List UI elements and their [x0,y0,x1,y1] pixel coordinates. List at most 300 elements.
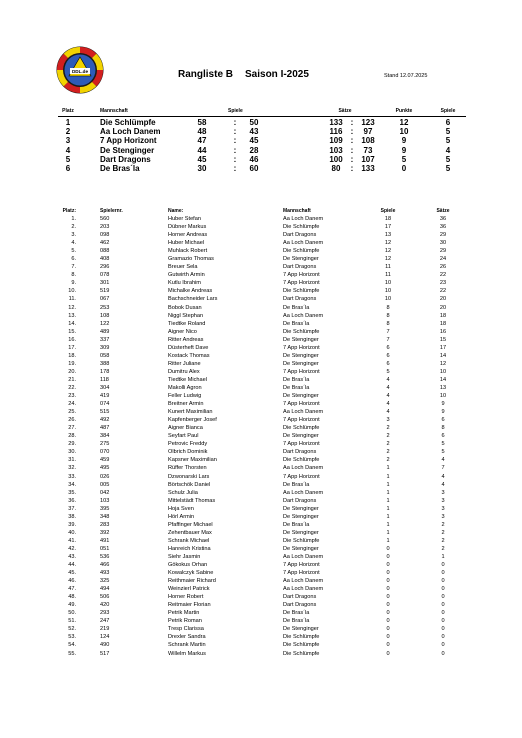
player-sets: 26 [439,264,447,271]
player-name: Kostack Thomas [168,352,210,359]
sets-lost: 73 [363,145,373,155]
player-sets: 14 [439,376,447,383]
player-rank: 48. [68,594,76,601]
player-name: Dzwonarski Lars [168,473,210,480]
player-team: Dart Dragons [283,296,317,303]
player-sets: 0 [441,634,445,641]
player-rank: 11. [68,296,76,303]
player-team: De Stenginger [283,513,319,520]
col-mannschaft: Mannschaft [283,208,311,214]
player-games: 12 [384,256,392,263]
player-rank: 4. [71,240,76,247]
table-row [58,601,466,609]
table-row [58,569,466,577]
player-name: Gutwirth Armin [168,272,205,279]
player-sets: 5 [441,441,445,448]
player-number: 247 [100,618,110,625]
player-sets: 36 [439,224,447,231]
player-games: 11 [385,272,391,279]
player-name: Willelm Markus [168,650,206,657]
player-name: Kapfenberger Josef [168,417,217,424]
player-team: 7 App Horizont [283,401,320,408]
player-name: Hanreich Kristina [168,545,211,552]
table-row [58,287,466,295]
player-sets: 18 [439,312,447,319]
player-games: 4 [386,376,390,383]
col-spiele: Spiele [228,108,243,114]
player-games: 4 [386,401,390,408]
player-number: 395 [100,505,110,512]
player-sets: 2 [441,529,445,536]
points: 9 [401,136,407,146]
player-sets: 23 [439,280,447,287]
games-won: 44 [197,145,207,155]
player-number: 392 [100,529,110,536]
player-games: 2 [386,441,390,448]
team-name: De Bras´la [100,163,140,173]
player-rank: 40. [68,529,76,536]
player-team: Dart Dragons [283,232,317,239]
points: 12 [399,118,409,127]
player-rank: 46. [68,578,76,585]
col-saetze: Sätze [436,208,450,214]
table-row [58,497,466,505]
player-table-header [58,208,466,215]
table-row [58,320,466,328]
player-team: De Bras´la [283,320,310,327]
table-row [58,263,466,271]
player-games: 5 [386,368,390,375]
player-rank: 7. [71,264,76,271]
sets-won: 103 [329,145,343,155]
sets-lost: 133 [361,163,375,173]
table-row [58,223,466,231]
player-sets: 6 [441,433,445,440]
table-row [58,127,466,136]
player-sets: 3 [441,505,445,512]
player-number: 203 [100,224,110,231]
player-sets: 2 [441,537,445,544]
player-rank: 30. [68,449,76,456]
player-games: 8 [386,320,390,327]
player-games: 0 [386,610,390,617]
table-row [58,633,466,641]
player-name: Mittelstädt Thomas [168,497,216,504]
player-number: 219 [100,626,110,633]
player-team: Die Schlümpfe [283,650,320,657]
player-rank: 41. [68,537,76,544]
separator: : [350,154,354,164]
player-games: 6 [386,352,390,359]
table-row [58,408,466,416]
team-name: Aa Loch Danem [100,127,161,137]
player-rank: 37. [68,505,76,512]
col-punkte: Punkte [395,108,413,114]
player-rank: 17. [68,344,76,351]
matches-played: 5 [445,127,451,137]
player-rank: 20. [68,368,76,375]
player-sets: 29 [439,232,447,239]
table-row [58,164,466,173]
table-row [58,641,466,649]
player-name: Breuer Sela [168,264,198,271]
table-row [58,392,466,400]
player-number: 491 [100,537,110,544]
player-sets: 0 [441,570,445,577]
separator: : [233,127,237,137]
table-row [58,146,466,155]
player-sets: 10 [439,393,447,400]
table-row [58,481,466,489]
table-row [58,432,466,440]
player-games: 0 [386,626,390,633]
player-rank: 55. [68,650,76,657]
player-team: De Stenginger [283,545,319,552]
player-sets: 20 [439,304,447,311]
player-name: Michalke Andreas [168,288,213,295]
player-rank: 25. [68,409,76,416]
player-team: Die Schlümpfe [283,537,320,544]
player-games: 1 [386,473,390,480]
player-rank: 42. [68,545,76,552]
player-sets: 36 [439,216,447,222]
player-number: 487 [100,425,110,432]
player-name: Tiedtke Roland [168,320,206,327]
player-rank: 22. [68,384,76,391]
matches-played: 5 [445,136,451,146]
player-sets: 14 [439,352,447,359]
player-team: Dart Dragons [283,594,317,601]
player-number: 103 [100,497,110,504]
table-row [58,416,466,424]
separator: : [350,163,354,173]
player-games: 12 [384,240,392,247]
table-row [58,304,466,312]
player-name: Gramazio Thomas [168,256,214,263]
player-name: Huber Stefan [168,216,201,222]
logo-text: DDL.de [71,68,89,74]
page-title: Rangliste B [178,69,234,80]
player-games: 1 [386,465,390,472]
points: 0 [401,163,407,173]
player-number: 506 [100,594,110,601]
player-sets: 29 [439,248,447,255]
player-name: Breitner Armin [168,401,204,408]
sets-won: 133 [329,118,343,127]
table-row [58,440,466,448]
player-games: 6 [386,360,390,367]
player-team: Die Schlümpfe [283,288,320,295]
table-row [58,473,466,481]
player-games: 0 [386,602,390,609]
player-name: Muhlack Robert [168,248,208,255]
player-name: Aigner Bianca [168,425,203,432]
player-number: 078 [100,272,110,279]
player-games: 18 [384,216,392,222]
player-team: De Stenginger [283,256,319,263]
matches-played: 5 [445,163,451,173]
player-team: 7 App Horizont [283,441,320,448]
player-rank: 19. [68,360,76,367]
games-won: 30 [197,163,207,173]
player-name: Petrik Roman [168,618,202,625]
col-mannschaft: Mannschaft [100,108,128,114]
player-sets: 3 [441,513,445,520]
player-number: 118 [100,376,109,383]
team-name: 7 App Horizont [100,136,157,146]
player-team: 7 App Horizont [283,473,320,480]
player-number: 495 [100,465,110,472]
games-won: 45 [197,154,207,164]
table-row [58,271,466,279]
sets-lost: 123 [361,118,375,127]
player-rank: 38. [68,513,76,520]
separator: : [350,136,354,146]
player-sets: 13 [439,384,447,391]
player-team: De Bras´la [283,304,310,311]
player-number: 067 [100,296,110,303]
player-name: Zehentbauer Max [168,529,212,536]
table-row [58,577,466,585]
table-row [58,617,466,625]
games-won: 47 [197,136,207,146]
player-team: 7 App Horizont [283,272,320,279]
player-games: 4 [386,384,390,391]
player-name: Horner Robert [168,594,204,601]
player-name: Schulz Julia [168,489,198,496]
player-games: 10 [384,296,392,303]
points: 10 [399,127,409,137]
player-rank: 1. [71,216,76,222]
player-number: 419 [100,393,110,400]
player-games: 0 [386,586,390,593]
player-games: 6 [386,344,390,351]
player-games: 0 [386,553,390,560]
player-games: 10 [384,280,392,287]
season-title: Saison I-2025 [245,69,309,80]
player-team: De Bras´la [283,481,310,488]
player-name: Seyfart Paul [168,433,199,440]
player-games: 1 [386,489,390,496]
player-rank: 34. [68,481,76,488]
player-rank: 27. [68,425,76,432]
player-sets: 0 [441,618,445,625]
player-games: 0 [386,545,390,552]
player-games: 0 [386,618,390,625]
player-name: Börtschök Daniel [168,481,211,488]
separator: : [350,127,354,137]
table-row [58,239,466,247]
player-team: Aa Loch Danem [283,409,324,416]
date-stamp: Stand 12.07.2025 [384,73,428,79]
player-name: Pfaffinger Michael [168,521,213,528]
table-row [58,279,466,287]
table-row [58,344,466,352]
player-sets: 17 [439,344,447,351]
player-games: 0 [386,594,390,601]
table-row [58,609,466,617]
player-sets: 5 [441,449,445,456]
player-name: Schrank Michael [168,537,210,544]
games-lost: 60 [249,163,259,173]
table-row [58,625,466,633]
table-row [58,215,466,223]
player-sets: 2 [441,521,445,528]
player-games: 1 [386,505,390,512]
player-rank: 2. [71,224,76,231]
player-team: De Stenginger [283,336,319,343]
player-number: 293 [100,610,110,617]
player-team: Dart Dragons [283,449,317,456]
player-games: 3 [386,417,390,424]
table-row [58,136,466,145]
table-row [58,545,466,553]
sets-won: 80 [331,163,341,173]
matches-played: 6 [445,118,451,127]
player-sets: 22 [439,288,447,295]
player-number: 325 [100,578,110,585]
player-games: 1 [386,529,390,536]
player-rank: 5. [71,248,76,255]
player-rank: 18. [68,352,76,359]
points: 9 [401,145,407,155]
player-games: 1 [386,481,390,488]
player-sets: 3 [441,497,445,504]
sets-won: 109 [329,136,343,146]
player-name: Feller Ludwig [168,393,202,400]
player-sets: 22 [439,272,447,279]
player-rank: 43. [68,553,76,560]
table-row [58,489,466,497]
col-saetze: Sätze [338,108,352,114]
games-won: 58 [197,118,207,127]
player-rank: 26. [68,417,76,424]
player-team: De Stenginger [283,352,319,359]
player-number: 459 [100,457,110,464]
player-name: Kowalczyk Sabine [168,570,214,577]
player-rank: 36. [68,497,76,504]
player-name: Aigner Nico [168,328,197,335]
player-team: De Bras´la [283,376,310,383]
player-team: Dart Dragons [283,602,317,609]
separator: : [233,163,237,173]
player-sets: 7 [441,465,445,472]
player-name: Weinzierl Patrick [168,586,210,593]
player-team: Aa Loch Danem [283,465,324,472]
player-number: 283 [100,521,110,528]
player-rank: 50. [68,610,76,617]
player-sets: 4 [441,481,445,488]
col-name: Name: [168,208,184,214]
player-rank: 16. [68,336,76,343]
sets-lost: 108 [361,136,375,146]
player-sets: 24 [439,256,447,263]
player-rank: 15. [68,328,76,335]
player-games: 4 [386,409,390,416]
player-games: 0 [386,650,390,657]
player-name: Ritter Juliane [168,360,201,367]
player-sets: 0 [441,602,445,609]
player-games: 2 [386,425,390,432]
player-sets: 0 [441,610,445,617]
table-row [58,521,466,529]
table-row [58,231,466,239]
player-number: 462 [100,240,110,247]
table-row [58,529,466,537]
player-name: Kutlu Ibrahim [168,280,201,287]
player-number: 026 [100,473,110,480]
player-sets: 0 [441,594,445,601]
separator: : [233,154,237,164]
player-rank: 44. [68,562,76,569]
player-games: 1 [386,513,390,520]
player-games: 7 [386,328,390,335]
table-row [58,255,466,263]
player-team: Aa Loch Danem [283,240,324,247]
table-row [58,650,466,658]
matches-played: 5 [445,154,451,164]
team-name: Die Schlümpfe [100,118,156,127]
table-row [58,585,466,593]
player-number: 275 [100,441,110,448]
player-rank: 21. [68,376,76,383]
player-name: Petrik Martin [168,610,200,617]
player-rank: 32. [68,465,76,472]
player-name: Niggl Stephan [168,312,204,319]
player-team: De Stenginger [283,393,319,400]
player-games: 0 [386,578,390,585]
player-number: 489 [100,328,110,335]
player-name: Siehr Jasmin [168,553,201,560]
player-games: 0 [386,562,390,569]
player-number: 122 [100,320,110,327]
player-games: 10 [384,288,392,295]
player-games: 8 [386,312,390,319]
player-games: 2 [386,433,390,440]
player-team: Die Schlümpfe [283,248,320,255]
player-rank: 23. [68,393,76,400]
player-number: 051 [100,545,110,552]
player-number: 074 [100,401,110,408]
player-games: 8 [386,304,390,311]
player-name: Drexler Sandra [168,634,206,641]
player-games: 4 [386,393,390,400]
games-lost: 46 [249,154,259,164]
player-games: 13 [384,232,392,239]
player-team: Aa Loch Danem [283,578,324,585]
player-rank: 28. [68,433,76,440]
player-number: 108 [100,312,110,319]
player-games: 0 [386,634,390,641]
games-won: 48 [197,127,207,137]
table-row [58,247,466,255]
player-team: Dart Dragons [283,264,317,271]
points: 5 [401,154,407,164]
player-team: Aa Loch Danem [283,553,324,560]
table-row [58,553,466,561]
player-name: Düsterheft Dave [168,344,209,351]
player-games: 11 [385,264,391,271]
player-rank: 13. [68,312,76,319]
sets-won: 116 [329,127,343,137]
team-rank: 5 [65,154,71,164]
table-row [58,513,466,521]
table-row [58,360,466,368]
player-team: Aa Loch Danem [283,489,324,496]
table-row [58,328,466,336]
player-rank: 47. [68,586,76,593]
player-name: Hoja Sven [168,505,194,512]
